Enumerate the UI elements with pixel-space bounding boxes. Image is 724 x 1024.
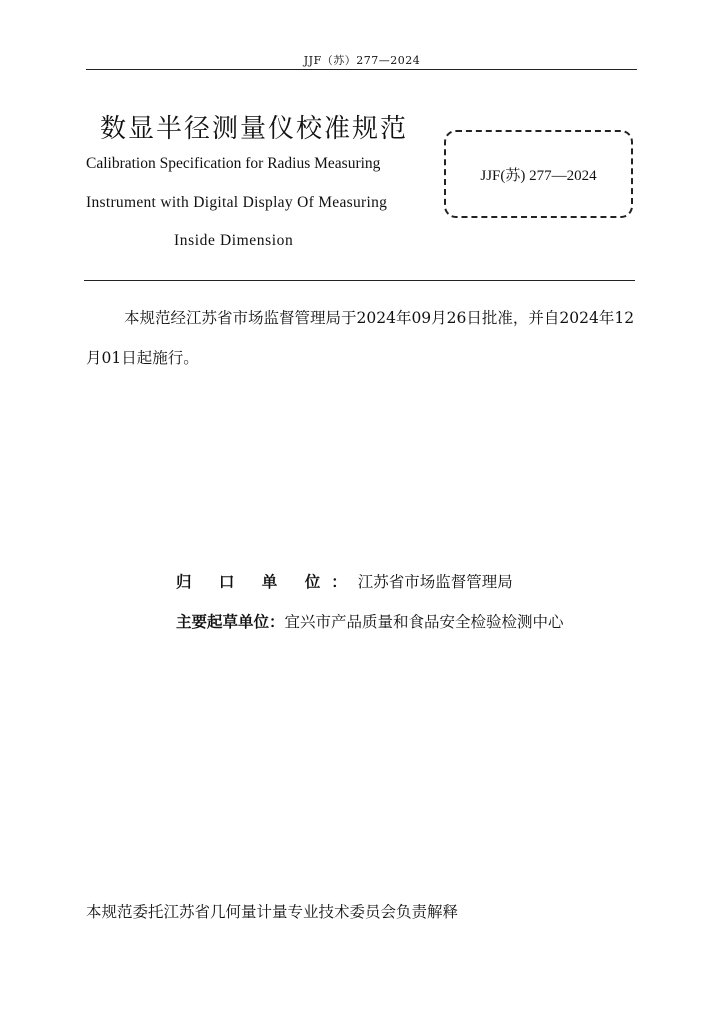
- drafter-value: 宜兴市产品质量和食品安全检验检测中心: [284, 613, 564, 631]
- authority-label: 归 口 单 位：: [176, 573, 358, 591]
- document-title-chinese: 数显半径测量仪校准规范: [100, 114, 409, 144]
- header-code: JJF（苏）277—2024: [303, 54, 421, 67]
- specification-code-box: [444, 130, 633, 218]
- approval-statement: 本规范经江苏省市场监督管理局于2024年09月26日批准，并自2024年12月01日起施行。: [86, 309, 635, 367]
- specification-code: JJF(苏) 277—2024: [480, 167, 597, 184]
- authority-value: 江苏省市场监督管理局: [357, 573, 513, 591]
- document-title-english-line3: Inside Dimension: [174, 232, 294, 249]
- document-title-english-line2: Instrument with Digital Display Of Measuring: [86, 194, 388, 211]
- drafter-label: 主要起草单位：: [176, 613, 285, 631]
- header-divider: [86, 69, 637, 70]
- drafter-row: [176, 610, 564, 632]
- title-divider: [84, 280, 635, 281]
- authority-row: [176, 570, 513, 592]
- document-title-english-line1: Calibration Specification for Radius Measuring: [86, 155, 381, 172]
- interpretation-note: 本规范委托江苏省几何量计量专业技术委员会负责解释: [86, 903, 459, 921]
